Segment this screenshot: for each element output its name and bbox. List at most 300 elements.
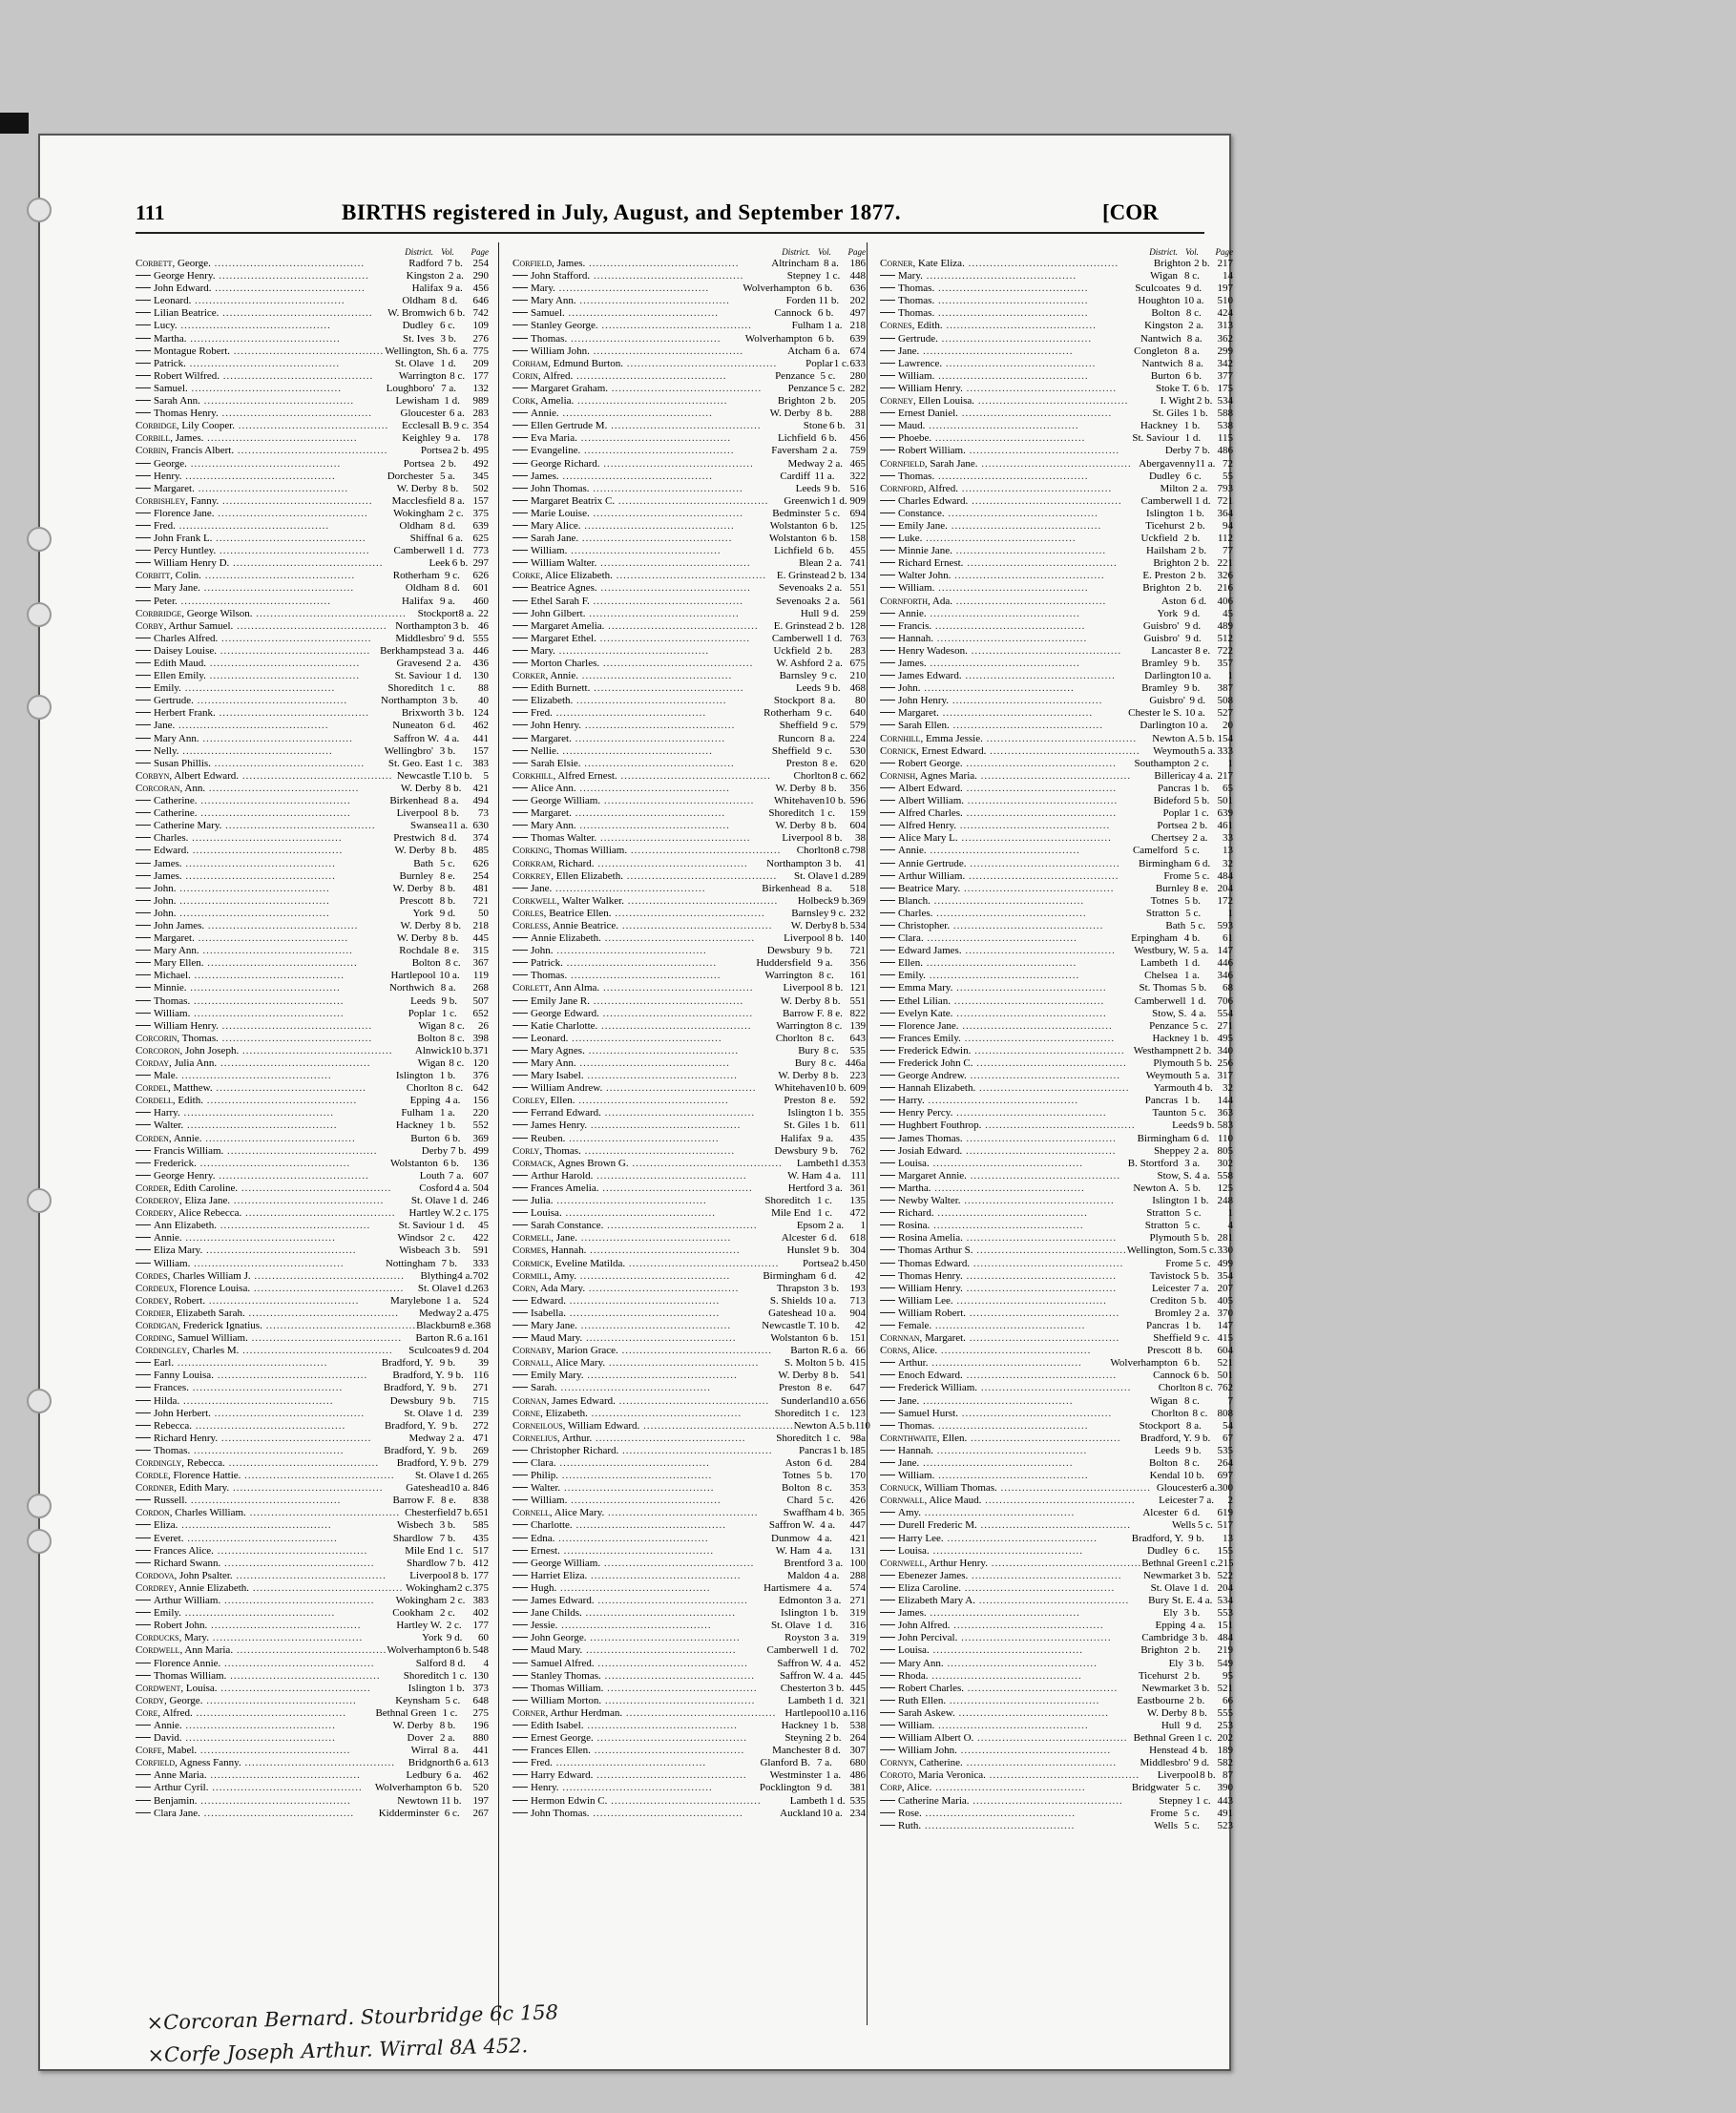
entry-forenames: Thomas Walter. <box>531 832 597 845</box>
ditto-dash <box>512 662 528 663</box>
entry-district: W. Derby <box>392 882 433 894</box>
ditto-dash <box>136 550 151 551</box>
entry-volume: 1 b. <box>439 1119 456 1132</box>
entry-name <box>880 1207 1088 1220</box>
entry-volume: 5 c. <box>440 857 455 869</box>
entry-forenames: Thomas. <box>531 332 568 345</box>
entry-forenames: Rebecca. <box>186 1457 225 1469</box>
entry-forenames: Martha. <box>154 332 187 345</box>
entry-page: 460 <box>472 595 489 607</box>
register-entry <box>136 1145 489 1158</box>
entry-forenames: Catherine. <box>154 795 198 807</box>
entry-page: 185 <box>849 1444 867 1456</box>
entry-volume: 1 c. <box>817 1195 832 1207</box>
binder-edge <box>0 113 29 134</box>
entry-name <box>136 471 338 483</box>
entry-volume: 4 a. <box>826 1169 842 1182</box>
entry-district: Shoreditch <box>776 1432 822 1444</box>
handwritten-note: ×Corfe Joseph Arthur. Wirral 8A 452. <box>147 2034 529 2067</box>
ditto-dash <box>880 550 895 551</box>
entry-volume: 9 b. <box>1183 658 1201 669</box>
entry-district: Kingston <box>1144 320 1183 332</box>
leader-dots: .......................................... <box>571 807 726 820</box>
entry-page: 880 <box>472 1732 489 1745</box>
entry-name <box>512 720 735 732</box>
leader-dots: .......................................... <box>938 707 1094 720</box>
entry-district: Derby <box>421 1144 449 1157</box>
entry-page: 702 <box>849 1644 866 1657</box>
entry-volume: 6 b. <box>821 533 838 545</box>
entry-district: Abergavenny <box>1139 457 1196 470</box>
entry-name <box>880 1095 1082 1107</box>
entry-surname: Cork, <box>512 395 538 408</box>
leader-dots: .......................................... <box>199 1807 355 1819</box>
entry-page: 607 <box>472 1169 489 1182</box>
entry-volume: 3 b. <box>827 1682 845 1694</box>
ditto-dash <box>136 712 151 713</box>
entry-district: Shoreditch <box>387 682 433 695</box>
ditto-dash <box>136 562 151 563</box>
entry-forenames: Richard Ernest. <box>898 557 964 570</box>
register-entry <box>136 1470 489 1482</box>
entry-page: 66 <box>1223 1694 1233 1706</box>
entry-district: Hull <box>800 607 820 619</box>
register-entry <box>512 1408 866 1420</box>
entry-name <box>136 1382 343 1394</box>
entry-district: W. Derby <box>790 919 832 931</box>
entry-forenames: Robert William. <box>898 445 966 457</box>
register-entry <box>136 370 489 383</box>
entry-page: 387 <box>1217 682 1233 695</box>
entry-forenames: Julia Ann. <box>174 1057 218 1069</box>
entry-district: Uckfield <box>773 644 810 657</box>
entry-forenames: Eveline Matilda. <box>554 1257 626 1269</box>
entry-district: Bedminster <box>772 507 821 519</box>
entry-forenames: William Henry. <box>154 1019 219 1032</box>
entry-district: Tavistock <box>1149 1269 1191 1282</box>
entry-page: 759 <box>849 445 866 457</box>
register-entry <box>512 920 866 932</box>
entry-volume: 2 a. <box>826 557 843 570</box>
entry-district: Mile End <box>771 1207 811 1220</box>
register-entry <box>136 758 489 770</box>
register-entry <box>136 1720 489 1732</box>
entry-page: 333 <box>1217 744 1233 757</box>
entry-name <box>512 282 715 295</box>
entry-volume: 6 d. <box>1190 595 1207 607</box>
entry-volume: 9 d. <box>446 1632 463 1644</box>
register-entry <box>136 783 489 795</box>
index-column-2 <box>512 246 870 1820</box>
leader-dots: .......................................... <box>575 1095 729 1107</box>
leader-dots: .......................................... <box>976 769 1132 782</box>
ditto-dash <box>136 750 151 751</box>
entry-district: Royston <box>784 1632 820 1644</box>
leader-dots: .......................................... <box>605 1357 760 1370</box>
entry-district: W. Derby <box>394 845 435 857</box>
register-entry <box>512 1095 866 1107</box>
leader-dots: .......................................... <box>968 494 1122 507</box>
register-entry <box>880 408 1233 420</box>
entry-volume: 1 d. <box>1190 994 1206 1007</box>
ditto-dash <box>880 937 895 938</box>
entry-forenames: Charles Edward. <box>898 494 969 507</box>
register-entry <box>512 1745 866 1757</box>
register-entry <box>136 895 489 908</box>
entry-name <box>880 895 1084 908</box>
register-entry <box>880 1607 1233 1620</box>
entry-name <box>512 1457 715 1470</box>
entry-page: 534 <box>1217 395 1233 408</box>
entry-volume: 5 c. <box>1184 1220 1201 1232</box>
leader-dots: .......................................... <box>558 1470 713 1482</box>
entry-forenames: Julia. <box>531 1195 554 1207</box>
entry-volume: 8 e. <box>444 945 460 957</box>
entry-volume: 8 c. <box>819 1032 835 1044</box>
entry-district: Wellingbro' <box>384 744 433 757</box>
entry-forenames: Jessie. <box>531 1620 558 1632</box>
entry-volume: 9 a. <box>440 595 455 607</box>
entry-page: 402 <box>472 1607 489 1620</box>
entry-page: 521 <box>1217 1357 1233 1370</box>
entry-name <box>880 1332 1119 1345</box>
entry-forenames: Mary. <box>184 1632 209 1644</box>
entry-district: Gravesend <box>396 658 442 669</box>
register-entry <box>880 1533 1233 1545</box>
leader-dots: .......................................... <box>982 732 1138 744</box>
entry-district: Medway <box>787 457 825 470</box>
entry-name <box>512 945 715 957</box>
entry-page: 156 <box>472 1095 489 1107</box>
entry-district: Wolverhampton <box>744 332 813 345</box>
register-entry <box>136 258 489 270</box>
ditto-dash <box>136 312 151 313</box>
register-entry <box>512 670 866 682</box>
entry-district: W. Derby <box>396 482 438 494</box>
register-entry <box>512 620 866 633</box>
entry-forenames: Alice Mary L. <box>898 832 958 845</box>
entry-district: Dudley <box>1148 470 1181 482</box>
leader-dots: .......................................... <box>557 1620 712 1632</box>
entry-volume: 6 b. <box>817 307 834 320</box>
entry-district: Weymouth <box>1145 1070 1192 1082</box>
ditto-dash <box>136 587 151 588</box>
entry-page: 601 <box>472 582 489 595</box>
entry-district: Bury St. E. <box>1148 1595 1196 1607</box>
entry-page: 177 <box>472 1569 489 1581</box>
entry-volume: 10 b. <box>825 1082 847 1095</box>
entry-name <box>512 1195 715 1207</box>
entry-page: 364 <box>1217 507 1233 519</box>
ditto-dash <box>512 525 528 526</box>
entry-volume: 9 c. <box>445 570 460 582</box>
ditto-dash <box>880 1112 895 1113</box>
entry-page: 619 <box>1217 1507 1233 1519</box>
entry-forenames: Florence Jane. <box>154 507 215 519</box>
register-entry <box>512 345 866 358</box>
entry-surname: Corney, <box>880 395 916 408</box>
entry-district: Halifax <box>402 595 433 607</box>
register-entry <box>136 358 489 370</box>
register-entry <box>136 333 489 345</box>
entry-name <box>136 445 387 457</box>
entry-district: Huddersfield <box>756 957 811 970</box>
register-entry <box>136 1644 489 1657</box>
entry-surname: Corfe, <box>136 1745 165 1757</box>
leader-dots: .......................................... <box>596 557 751 570</box>
entry-surname: Core, <box>136 1706 161 1719</box>
entry-forenames: Stanley George. <box>531 320 598 332</box>
entry-forenames: James. <box>556 258 586 269</box>
entry-name <box>136 920 358 932</box>
entry-surname: Corducks, <box>136 1632 182 1644</box>
register-entry <box>136 1207 489 1220</box>
register-entry <box>512 270 866 282</box>
entry-name <box>136 670 360 682</box>
entry-volume: 3 b. <box>439 744 456 757</box>
entry-district: Liverpool <box>409 1569 451 1581</box>
entry-page: 909 <box>849 494 866 507</box>
register-entry <box>512 720 866 732</box>
entry-page: 77 <box>1223 545 1233 557</box>
leader-dots: .......................................... <box>202 1694 357 1706</box>
leader-dots: .......................................... <box>934 295 1089 307</box>
entry-forenames: Henry Percy. <box>898 1107 953 1119</box>
entry-name <box>136 432 358 445</box>
ditto-dash <box>512 1013 528 1014</box>
column-header-page: Page <box>1215 247 1233 257</box>
entry-volume: 8 c. <box>1192 1407 1208 1419</box>
entry-forenames: John. <box>898 682 921 695</box>
entry-name <box>512 582 751 595</box>
entry-name <box>136 1795 351 1808</box>
ditto-dash <box>512 425 528 426</box>
entry-district: Brighton <box>1140 1644 1179 1657</box>
entry-name <box>880 1570 1122 1582</box>
entry-page: 248 <box>1217 1195 1233 1207</box>
entry-volume: 1 b. <box>824 1119 840 1132</box>
ditto-dash <box>880 1675 895 1676</box>
leader-dots: .......................................... <box>950 919 1104 931</box>
register-entry <box>512 1395 866 1408</box>
ditto-dash <box>880 1037 895 1038</box>
entry-forenames: Elizabeth Mary A. <box>898 1595 975 1607</box>
register-entry <box>136 608 489 620</box>
leader-dots: .......................................... <box>229 1482 384 1495</box>
register-entry <box>512 520 866 533</box>
entry-volume: 3 b. <box>1195 1569 1211 1581</box>
entry-page: 611 <box>849 1119 866 1132</box>
entry-forenames: William. <box>898 1719 935 1731</box>
entry-page: 33 <box>1223 832 1233 845</box>
entry-volume: 2 b. <box>1188 1694 1205 1706</box>
entry-district: Guisbro' <box>1143 632 1180 644</box>
ditto-dash <box>136 950 151 951</box>
entry-volume: 8 e. <box>440 1495 456 1507</box>
entry-forenames: Alfred. <box>928 482 958 494</box>
entry-volume: 3 a. <box>1184 1157 1201 1169</box>
entry-volume: 9 c. <box>453 420 470 432</box>
entry-volume: 5 a. <box>1194 1070 1210 1082</box>
entry-name <box>512 471 715 483</box>
entry-page: 209 <box>472 357 489 369</box>
ditto-dash <box>136 700 151 701</box>
leader-dots: .......................................... <box>951 570 1105 582</box>
binder-hole <box>27 1529 52 1554</box>
entry-volume: 5 a. <box>440 470 455 482</box>
entry-volume: 1 c. <box>833 357 849 369</box>
entry-page: 636 <box>849 282 866 295</box>
entry-district: Louth <box>419 1169 445 1182</box>
entry-volume: 6 c. <box>440 320 455 332</box>
entry-page: 426 <box>849 1495 866 1507</box>
register-entry <box>512 1558 866 1570</box>
entry-page: 178 <box>472 432 489 445</box>
register-entry <box>512 932 866 945</box>
entry-forenames: Ellen Gertrude M. <box>531 420 608 432</box>
entry-name <box>512 495 768 508</box>
register-entry <box>880 1820 1233 1832</box>
register-entry <box>880 258 1233 270</box>
entry-name <box>880 1607 1082 1620</box>
entry-district: Leeds <box>410 994 436 1007</box>
register-entry <box>880 282 1233 295</box>
entry-forenames: Mary Ann. <box>154 945 199 957</box>
leader-dots: .......................................... <box>558 470 713 482</box>
entry-volume: 9 b. <box>1198 1119 1215 1132</box>
leader-dots: .......................................... <box>985 1769 1140 1782</box>
entry-page: 144 <box>1217 1095 1233 1107</box>
entry-volume: 10 a. <box>1183 295 1204 307</box>
entry-forenames: Mary. <box>531 644 555 657</box>
leader-dots: .......................................... <box>589 1807 743 1819</box>
entry-page: 762 <box>849 1144 867 1157</box>
ditto-dash <box>136 525 151 526</box>
entry-district: Hailsham <box>1146 545 1187 557</box>
entry-page: 98a <box>850 1432 866 1444</box>
entry-page: 604 <box>1217 1345 1233 1357</box>
entry-name <box>136 720 338 732</box>
entry-forenames: Edith Isabel. <box>531 1719 584 1731</box>
entry-forenames: Harry. <box>154 1107 180 1119</box>
leader-dots: .......................................... <box>556 1382 712 1394</box>
entry-volume: 10 b. <box>825 795 847 807</box>
entry-page: 370 <box>1217 1307 1233 1319</box>
ditto-dash <box>880 1400 895 1401</box>
entry-surname: Cornall, <box>512 1357 554 1370</box>
entry-page: 151 <box>1217 1620 1233 1632</box>
entry-volume: 3 b. <box>1193 1682 1210 1694</box>
entry-name <box>512 1370 738 1382</box>
entry-district: Hackney <box>1140 420 1178 432</box>
leader-dots: .......................................... <box>593 1732 748 1745</box>
leader-dots: .......................................... <box>197 807 351 820</box>
register-entry <box>512 1470 866 1482</box>
register-entry <box>512 820 866 832</box>
entry-forenames: Male. <box>154 1070 178 1082</box>
ditto-dash <box>512 613 528 614</box>
entry-volume: 8 b. <box>445 919 462 931</box>
register-entry <box>880 1095 1233 1107</box>
entry-forenames: Fanny Louisa. <box>154 1370 214 1382</box>
entry-surname: Cordingly, <box>136 1457 185 1469</box>
entry-name <box>880 1495 1136 1507</box>
leader-dots: .......................................... <box>622 1706 777 1719</box>
leader-dots: .......................................... <box>226 1669 381 1682</box>
entry-page: 822 <box>849 1007 866 1019</box>
leader-dots: .......................................... <box>926 1607 1080 1620</box>
entry-page: 346 <box>1217 970 1233 982</box>
entry-forenames: Rose. <box>898 1807 922 1819</box>
entry-surname: Corbett, <box>136 258 176 269</box>
entry-name <box>512 795 754 807</box>
entry-district: Swaffham <box>783 1507 826 1519</box>
register-entry <box>136 1370 489 1382</box>
entry-page: 450 <box>849 1257 866 1269</box>
entry-volume: 2 b. <box>1185 582 1203 595</box>
entry-district: Birkenhead <box>762 882 810 894</box>
entry-forenames: Margaret. <box>898 707 939 720</box>
entry-volume: 7 b. <box>447 258 463 269</box>
entry-name <box>136 1395 338 1408</box>
entry-district: Keynsham <box>395 1694 441 1706</box>
leader-dots: .......................................... <box>962 382 1118 394</box>
leader-dots: .......................................... <box>573 369 727 382</box>
leader-dots: .......................................... <box>216 545 370 557</box>
leader-dots: .......................................... <box>962 1757 1118 1769</box>
entry-district: Hartismere <box>763 1581 810 1594</box>
entry-volume: 6 a. <box>825 345 841 357</box>
ditto-dash <box>136 1787 151 1788</box>
leader-dots: .......................................... <box>966 1070 1121 1082</box>
register-entry <box>880 1720 1233 1732</box>
entry-page: 553 <box>1217 1607 1233 1620</box>
entry-volume: 5 b. <box>1184 1182 1201 1194</box>
entry-page: 422 <box>472 1232 489 1245</box>
register-entry <box>512 1632 866 1644</box>
entry-forenames: John Herbert. <box>154 1407 211 1419</box>
entry-volume: 1 c. <box>825 270 841 282</box>
entry-name <box>880 1670 1082 1683</box>
ditto-dash <box>136 1400 151 1401</box>
register-entry <box>136 1119 489 1132</box>
leader-dots: .......................................... <box>181 470 336 482</box>
entry-forenames: Jane. <box>154 720 176 732</box>
entry-district: Burnley <box>399 869 433 882</box>
entry-volume: 6 b. <box>822 1332 839 1345</box>
entry-forenames: Percy Huntley. <box>154 545 217 557</box>
entry-page: 170 <box>849 1470 866 1482</box>
entry-volume: 5 b. <box>816 1470 833 1482</box>
entry-name <box>880 445 1119 457</box>
entry-volume: 5 c. <box>1191 1107 1206 1119</box>
register-entry <box>880 1782 1233 1794</box>
entry-forenames: Annie Elizabeth. <box>178 1581 250 1594</box>
entry-name <box>512 995 743 1008</box>
register-entry <box>880 1482 1233 1495</box>
entry-volume: 11 a. <box>1195 457 1216 470</box>
leader-dots: .......................................... <box>964 258 1119 269</box>
leader-dots: .......................................... <box>190 994 345 1007</box>
leader-dots: .......................................... <box>190 970 345 982</box>
entry-name <box>880 1382 1131 1394</box>
entry-name <box>512 508 743 520</box>
entry-name <box>880 1620 1104 1632</box>
entry-volume: 9 c. <box>822 670 837 682</box>
entry-forenames: John Henry. <box>531 720 582 732</box>
entry-district: Macclesfield <box>391 494 447 507</box>
entry-forenames: Annie. <box>154 1719 182 1731</box>
